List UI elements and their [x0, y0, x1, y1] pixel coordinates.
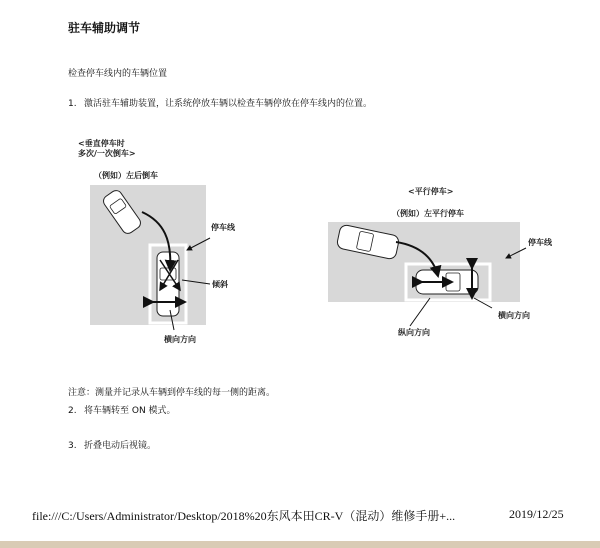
step-number: 1. [68, 99, 77, 109]
bottom-band [0, 541, 600, 548]
parking-line-label: 停车线 [211, 223, 235, 232]
parking-diagram [60, 130, 580, 360]
perpendicular-example: （例如）左后倒车 [94, 171, 158, 180]
parallel-parking-diagram [328, 186, 553, 337]
section-subtitle: 检查停车线内的车辆位置 [68, 69, 168, 79]
page-title: 驻车辅助调节 [68, 21, 141, 35]
lateral-direction-label: 横向方向 [498, 311, 530, 320]
perpendicular-heading-1: <垂直停车时 [78, 139, 125, 148]
step-text: 激活驻车辅助装置，让系统停放车辆以检查车辆停放在停车线内的位置。 [84, 99, 373, 109]
perpendicular-heading-2: 多次/一次倒车> [78, 149, 136, 158]
perpendicular-parking-diagram [78, 138, 236, 344]
step-number: 3. [68, 441, 77, 451]
step-number: 2. [68, 406, 77, 416]
step-1 [68, 96, 372, 109]
parallel-heading: <平行停车> [408, 187, 454, 196]
longitudinal-direction-label: 纵向方向 [398, 328, 430, 337]
step-text: 折叠电动后视镜。 [84, 441, 157, 451]
footer-file-path: file:///C:/Users/Administrator/Desktop/2018%20东风本田CR-V（混动）维修手册+... [32, 509, 456, 523]
parallel-example: （例如）左平行停车 [392, 209, 464, 218]
note-text: 注意：测量并记录从车辆到停车线的每一侧的距离。 [68, 388, 276, 398]
lateral-direction-label: 横向方向 [164, 335, 196, 344]
tilt-label: 倾斜 [212, 280, 228, 289]
step-3 [68, 438, 156, 451]
footer-date: 2019/12/25 [509, 507, 564, 521]
step-2 [68, 403, 176, 416]
step-text: 将车辆转至 ON 模式。 [84, 406, 176, 416]
parking-line-label: 停车线 [528, 238, 552, 247]
